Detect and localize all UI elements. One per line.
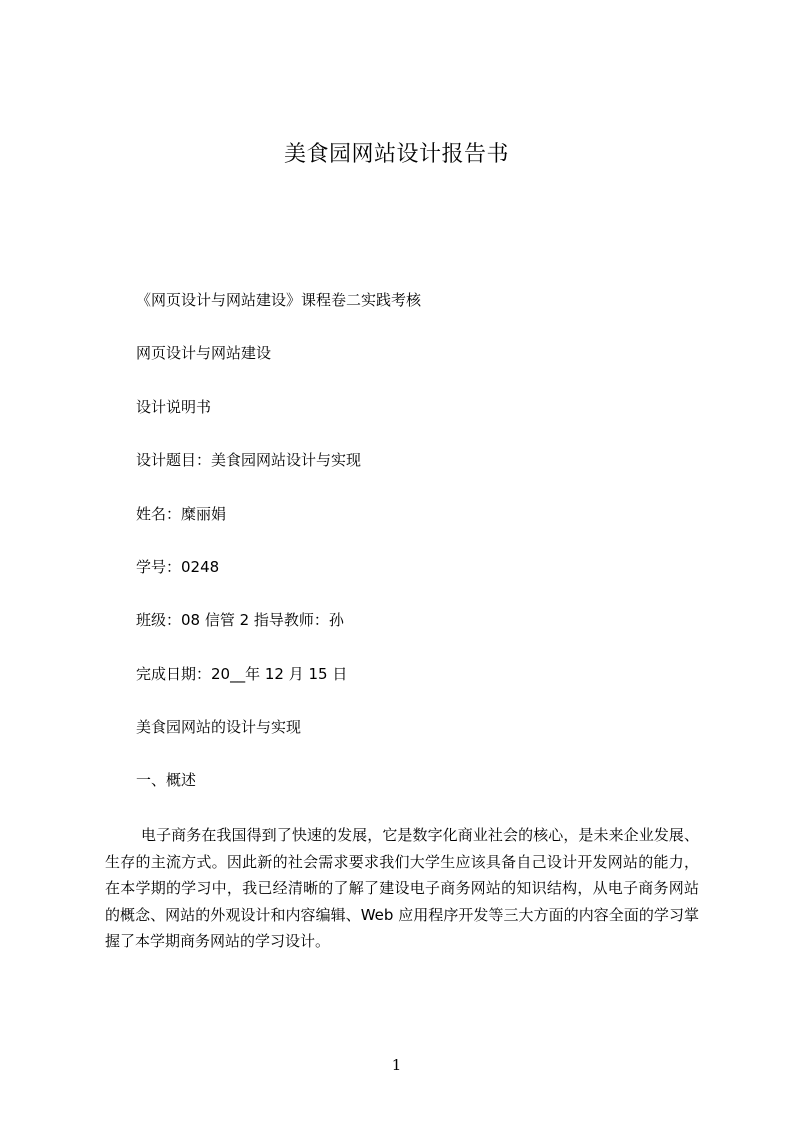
section-heading-line: 美食园网站的设计与实现 (136, 718, 302, 736)
document-type-line: 设计说明书 (136, 398, 212, 416)
completion-date-line: 完成日期：20__年 12 月 15 日 (136, 665, 348, 683)
overview-heading: 一、概述 (136, 771, 197, 789)
name-line: 姓名：糜丽娟 (136, 505, 227, 523)
design-topic-line: 设计题目：美食园网站设计与实现 (136, 451, 362, 469)
page-number: 1 (391, 1056, 402, 1074)
course-line: 《网页设计与网站建设》课程卷二实践考核 (136, 291, 422, 309)
class-teacher-line: 班级：08 信管 2 指导教师：孙 (136, 611, 344, 629)
course-name-line: 网页设计与网站建设 (136, 344, 272, 362)
document-title: 美食园网站设计报告书 (283, 142, 509, 167)
student-id-line: 学号：0248 (136, 558, 220, 576)
overview-paragraph: 电子商务在我国得到了快速的发展，它是数字化商业社会的核心，是未来企业发展、生存的主流方式。因此新的社会需求要求我们大学生应该具备自己设计开发网站的能力，在本学期的学习中，我已经清晰的了解了建设电子商务网站的知识结构，从电子商务网站的概念、网站的外观设计和内容编辑、Web 应用程序开发等三大方面的内容全面的学习掌握了本学期商务网站的学习设计。 (105, 826, 699, 950)
